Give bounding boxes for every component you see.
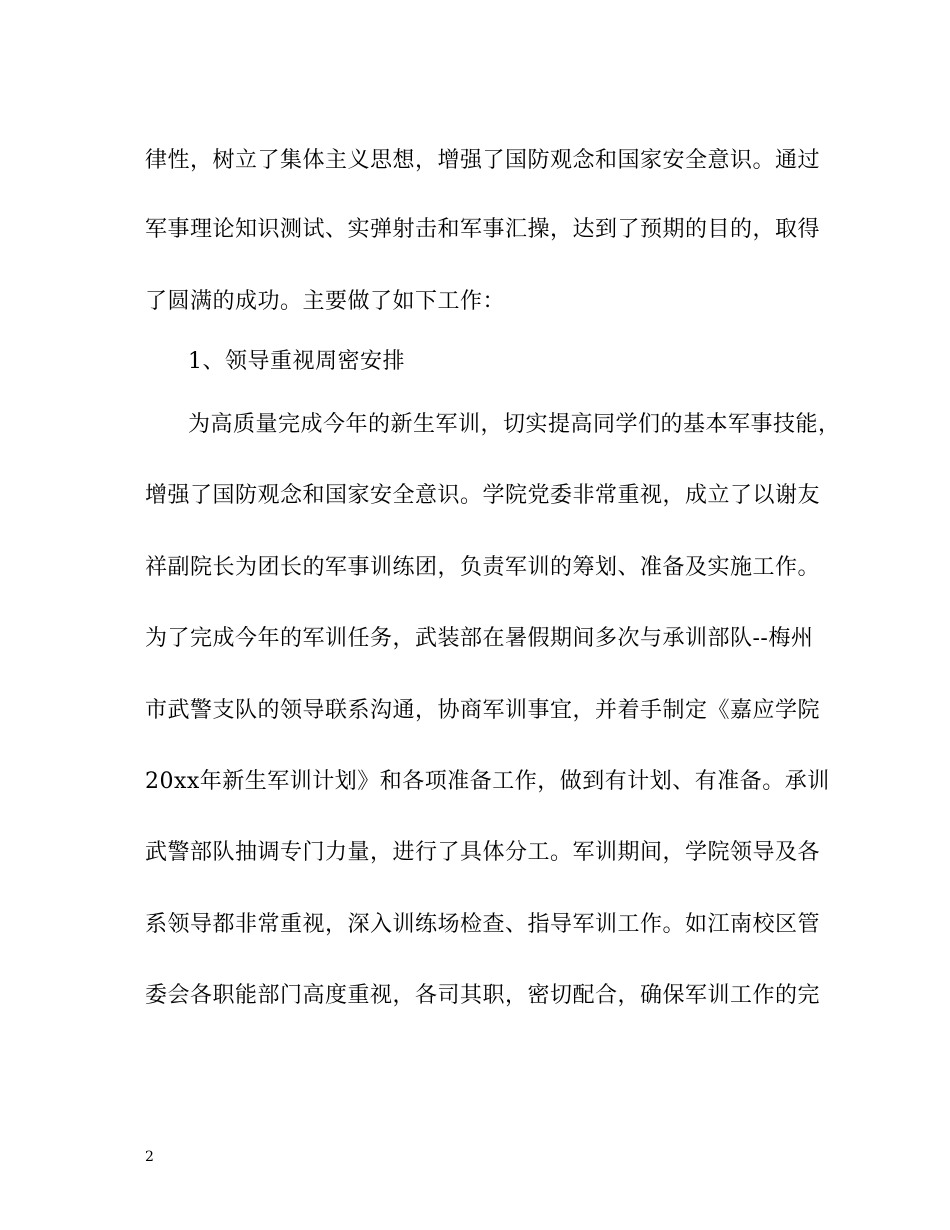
body-text-line-6: 增强了国防观念和国家安全意识。学院党委非常重视，成立了以谢友	[145, 483, 821, 508]
body-text-line-11: 武警部队抽调专门力量，进行了具体分工。军训期间，学院领导及各	[145, 840, 821, 865]
body-text-line-3: 了圆满的成功。主要做了如下工作：	[145, 289, 506, 314]
body-text-line-9: 市武警支队的领导联系沟通，协商军训事宜，并着手制定《嘉应学院	[145, 698, 821, 723]
section-heading: 1、领导重视周密安排	[188, 349, 405, 374]
body-text-line-5: 为高质量完成今年的新生军训，切实提高同学们的基本军事技能，	[188, 412, 841, 437]
body-text-line-1: 律性，树立了集体主义思想，增强了国防观念和国家安全意识。通过	[145, 148, 821, 173]
body-text-line-7: 祥副院长为团长的军事训练团，负责军训的筹划、准备及实施工作。	[145, 555, 821, 580]
page-number: 2	[145, 1149, 154, 1165]
body-text-line-10: 20xx年新生军训计划》和各项准备工作，做到有计划、有准备。承训	[145, 769, 830, 794]
body-text-line-13: 委会各职能部门高度重视，各司其职，密切配合，确保军训工作的完	[145, 983, 821, 1008]
body-text-line-2: 军事理论知识测试、实弹射击和军事汇操，达到了预期的目的，取得	[145, 217, 821, 242]
body-text-line-8: 为了完成今年的军训任务，武装部在暑假期间多次与承训部队--梅州	[145, 626, 814, 651]
body-text-line-12: 系领导都非常重视，深入训练场检查、指导军训工作。如江南校区管	[145, 912, 821, 937]
